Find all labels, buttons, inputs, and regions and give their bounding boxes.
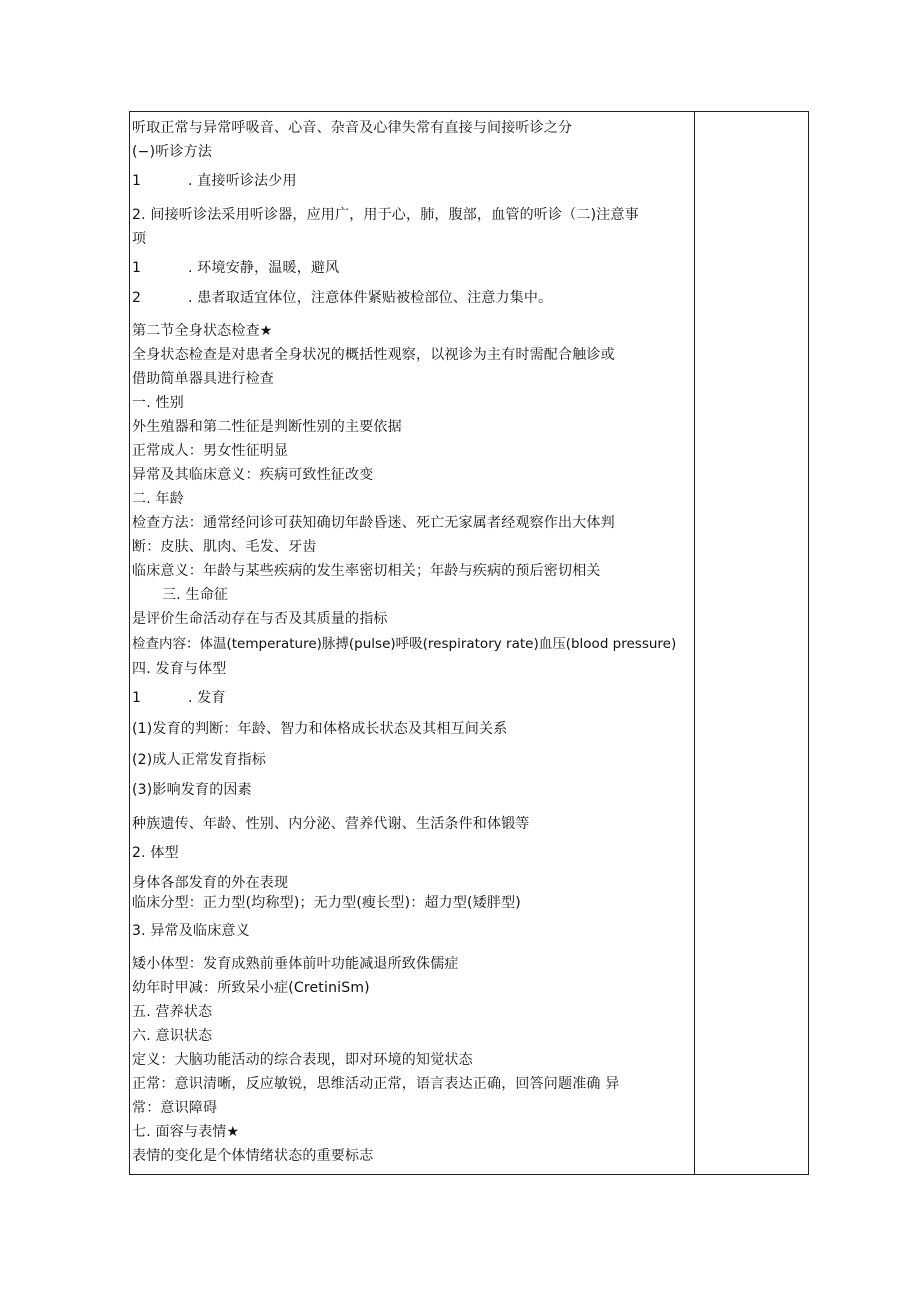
section-heading: 六. 意识状态	[132, 1028, 213, 1044]
column-divider	[694, 112, 695, 1174]
text-line: 2. 间接听诊法采用听诊器，应用广，用于心，肺，腹部，血管的听诊（二)注意事	[132, 207, 639, 223]
text-line: 临床意义：年龄与某些疾病的发生率密切相关；年龄与疾病的预后密切相关	[132, 563, 601, 579]
chapter-heading: 第二节全身状态检查★	[132, 323, 273, 339]
text-line: 幼年时甲减：所致呆小症(CretiniSm)	[132, 980, 370, 996]
section-heading: 七. 面容与表情★	[132, 1124, 240, 1140]
text-line: 听取正常与异常呼吸音、心音、杂音及心律失常有直接与间接听诊之分	[132, 120, 573, 136]
list-number: 2	[132, 290, 142, 306]
numbered-line	[132, 172, 297, 190]
text-line: 身体各部发育的外在表现	[132, 875, 289, 891]
text-line: 是评价生命活动存在与否及其质量的指标	[132, 611, 388, 627]
text-line: 正常成人：男女性征明显	[132, 443, 289, 459]
text-line: 检查内容：体温(temperature)脉搏(pulse)呼吸(respiratory rate)血压(blood pressure)	[132, 636, 677, 652]
text-line: (1)发育的判断：年龄、智力和体格成长状态及其相互间关系	[132, 721, 508, 737]
text-line: 矮小体型：发育成熟前垂体前叶功能减退所致侏儒症	[132, 956, 459, 972]
text-line: . 环境安静，温暖，避风	[188, 260, 340, 276]
section-heading: 2. 体型	[132, 845, 179, 861]
text-line: 全身状态检查是对患者全身状况的概括性观察，以视诊为主有时需配合触诊或	[132, 347, 615, 363]
section-heading: 五. 营养状态	[132, 1004, 213, 1020]
text-line: 常：意识障碍	[132, 1100, 218, 1116]
text-line: (3)影响发育的因素	[132, 782, 252, 798]
text-line: 异常及其临床意义：疾病可致性征改变	[132, 467, 374, 483]
text-line: 项	[132, 231, 147, 247]
numbered-line	[132, 259, 339, 277]
text-line: 断：皮肤、肌肉、毛发、牙齿	[132, 539, 317, 555]
section-heading: 四. 发育与体型	[132, 661, 227, 677]
text-line: 临床分型：正力型(均称型)；无力型(瘦长型)：超力型(矮胖型)	[132, 895, 521, 911]
section-heading: 三. 生命征	[162, 587, 229, 603]
section-heading: 二. 年龄	[132, 491, 184, 507]
numbered-line	[132, 289, 552, 307]
text-line: . 患者取适宜体位，注意体件紧贴被检部位、注意力集中。	[188, 290, 553, 306]
section-heading: (−)听诊方法	[132, 144, 213, 160]
text-line: 种族遗传、年龄、性别、内分泌、营养代谢、生活条件和体锻等	[132, 816, 530, 832]
text-line: 表情的变化是个体情绪状态的重要标志	[132, 1148, 374, 1164]
text-line: . 直接听诊法少用	[188, 173, 297, 189]
text-line: . 发育	[188, 690, 226, 706]
section-heading: 3. 异常及临床意义	[132, 923, 250, 939]
list-number: 1	[132, 173, 142, 189]
text-line: (2)成人正常发育指标	[132, 752, 267, 768]
content-table	[129, 111, 809, 1175]
numbered-line	[132, 689, 226, 707]
text-line: 借助简单器具进行检查	[132, 371, 274, 387]
section-heading: 一. 性别	[132, 395, 184, 411]
text-line: 检查方法：通常经问诊可获知确切年龄昏迷、死亡无家属者经观察作出大体判	[132, 515, 615, 531]
text-line: 定义：大脑功能活动的综合表现，即对环境的知觉状态	[132, 1052, 473, 1068]
text-line: 正常：意识清晰，反应敏锐，思维活动正常，语言表达正确，回答问题准确 异	[132, 1076, 620, 1092]
list-number: 1	[132, 260, 142, 276]
text-line: 外生殖器和第二性征是判断性别的主要依据	[132, 419, 402, 435]
list-number: 1	[132, 690, 142, 706]
